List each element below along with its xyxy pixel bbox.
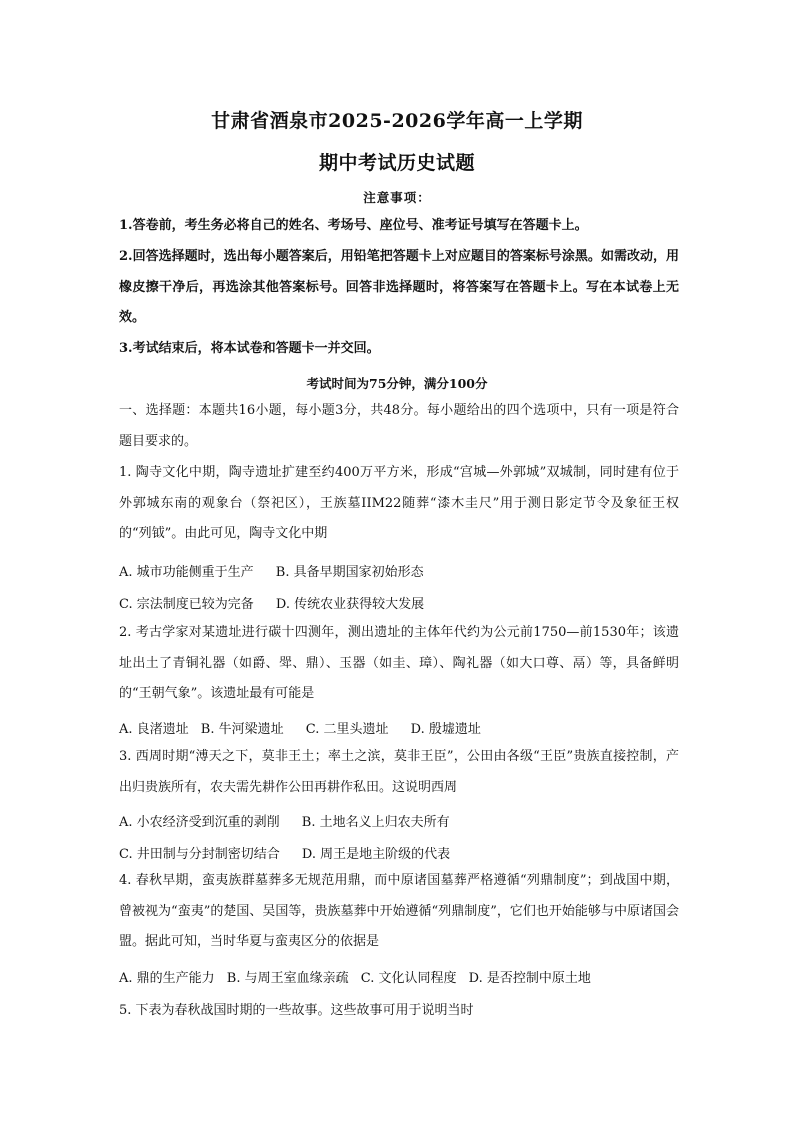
question-1-option-b: B. 具备早期国家初始形态: [275, 565, 424, 580]
question-1-stem: 1. 陶寺文化中期，陶寺遗址扩建至约400万平方米，形成“宫城—外郭城”双城制，同时建有位于外郭城东南的观象台（祭祀区），王族墓IIM22随葬“漆木圭尺”用于测日影定节令及象征王权的“列钺”。由此可见，陶寺文化中期: [119, 465, 679, 541]
notice-heading: 注意事项：: [363, 190, 431, 205]
question-1-option-c: C. 宗法制度已较为完备: [119, 597, 254, 612]
question-3-options-row1: [119, 811, 679, 830]
question-4-options: [119, 967, 679, 986]
question-3-option-d: D. 周王是地主阶级的代表: [301, 847, 451, 862]
question-1-options-row2: [119, 593, 679, 612]
question-1-options-row1: [119, 561, 679, 580]
notice-item-3: 3.考试结束后，将本试卷和答题卡一并交回。: [119, 341, 380, 356]
question-2-option-a: A. 良渚遗址: [119, 722, 189, 737]
exam-time-info: 考试时间为75分钟，满分100分: [306, 376, 488, 391]
exam-title-line2: 期中考试历史试题: [318, 152, 475, 174]
question-2-options: [119, 718, 679, 737]
section1-intro: 一、选择题：本题共16小题，每小题3分，共48分。每小题给出的四个选项中，只有一项是符合题目要求的。: [119, 403, 679, 449]
question-4-option-a: A. 鼎的生产能力: [119, 971, 215, 986]
question-2-option-d: D. 殷墟遗址: [410, 722, 481, 737]
question-1-option-d: D. 传统农业获得较大发展: [275, 597, 425, 612]
question-3-option-c: C. 井田制与分封制密切结合: [119, 847, 280, 862]
question-4-option-b: B. 与周王室血缘亲疏: [226, 971, 349, 986]
question-3-option-a: A. 小农经济受到沉重的剥削: [119, 815, 280, 830]
question-3-options-row2: [119, 843, 679, 862]
notice-item-1: 1.答卷前，考生务必将自己的姓名、考场号、座位号、准考证号填写在答题卡上。: [119, 218, 588, 233]
question-4-stem: 4. 春秋早期，蛮夷族群墓葬多无规范用鼎，而中原诸国墓葬严格遵循“列鼎制度”；到战国中期，曾被视为“蛮夷”的楚国、吴国等，贵族墓葬中开始遵循“列鼎制度”，它们也开始能够与中原诸国会盟。据此可知，当时华夏与蛮夷区分的依据是: [119, 873, 679, 949]
question-4-option-c: C. 文化认同程度: [360, 971, 457, 986]
question-3-stem: 3. 西周时期“溥天之下，莫非王土；率土之滨，莫非王臣”，公田由各级“王臣”贵族直接控制，产出归贵族所有，农夫需先耕作公田再耕作私田。这说明西周: [119, 749, 679, 795]
question-2-option-b: B. 牛河梁遗址: [200, 722, 284, 737]
question-4-option-d: D. 是否控制中原土地: [468, 971, 591, 986]
notice-item-2: 2.回答选择题时，选出每小题答案后，用铅笔把答题卡上对应题目的答案标号涂黑。如需改动，用橡皮擦干净后，再选涂其他答案标号。回答非选择题时，将答案写在答题卡上。写在本试卷上无效。: [119, 249, 679, 325]
exam-title-line1: 甘肃省酒泉市2025-2026学年高一上学期: [211, 110, 583, 132]
question-2-stem: 2. 考古学家对某遗址进行碳十四测年，测出遗址的主体年代约为公元前1750—前1530年；该遗址出土了青铜礼器（如爵、斝、鼎）、玉器（如圭、璋）、陶礼器（如大口尊、鬲）等，具备鲜明的“王朝气象”。该遗址最有可能是: [119, 625, 679, 701]
question-2-option-c: C. 二里头遗址: [305, 722, 389, 737]
question-1-option-a: A. 城市功能侧重于生产: [119, 565, 254, 580]
question-3-option-b: B. 土地名义上归农夫所有: [301, 815, 450, 830]
question-5-stem: 5. 下表为春秋战国时期的一些故事。这些故事可用于说明当时: [119, 1003, 474, 1018]
